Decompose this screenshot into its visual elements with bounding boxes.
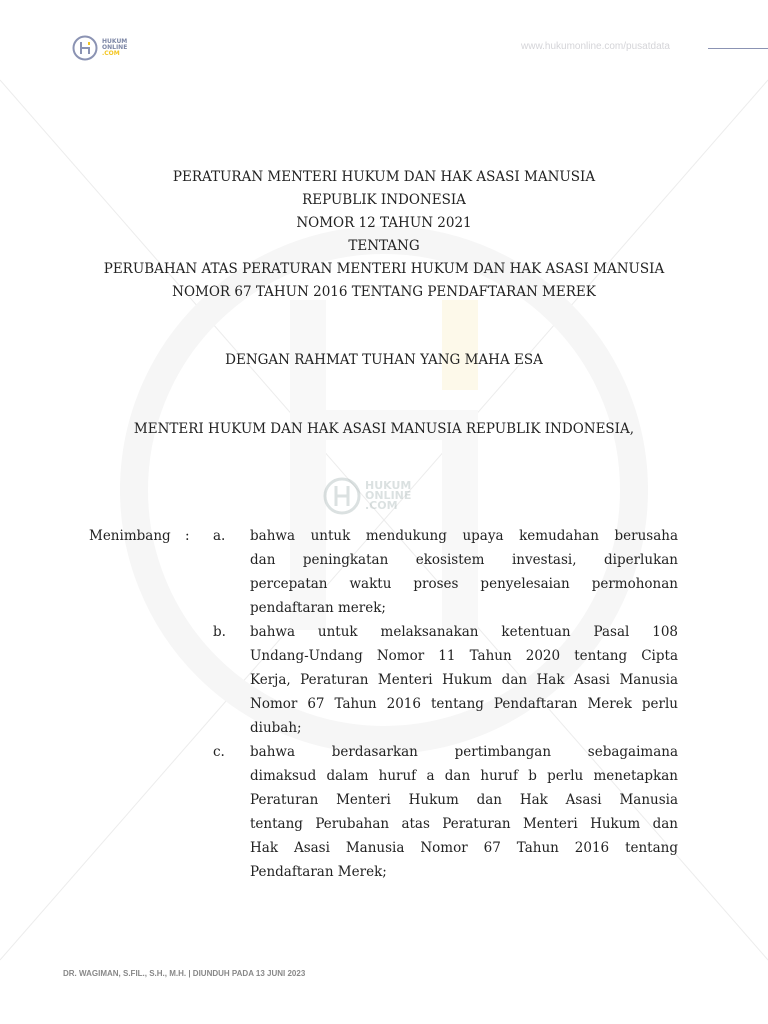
title-line-1: PERATURAN MENTERI HUKUM DAN HAK ASASI MANUSIA — [172, 169, 596, 185]
item-line: bahwa untuk mendukung upaya kemudahan berusaha — [250, 528, 678, 544]
item-line: percepatan waktu proses penyelesaian permohonan — [250, 576, 678, 592]
item-line: dimaksud dalam huruf a dan huruf b perlu menetapkan — [250, 768, 678, 784]
item-line: tentang Perubahan atas Peraturan Menteri Hukum dan — [250, 816, 678, 832]
item-letter: c. — [213, 744, 225, 760]
considering-label: Menimbang — [89, 528, 171, 544]
item-line: Nomor 67 Tahun 2016 tentang Pendaftaran Merek perlu — [250, 696, 678, 712]
hukumonline-logo[interactable] — [72, 35, 127, 61]
title-line-2: REPUBLIK INDONESIA — [302, 192, 466, 208]
item-line: bahwa berdasarkan pertimbangan sebagaimana — [250, 744, 678, 760]
logo-text-1: HUKUM — [102, 38, 128, 45]
item-line: Hak Asasi Manusia Nomor 67 Tahun 2016 tentang — [250, 840, 678, 856]
watermark-text-3: .COM — [365, 499, 398, 512]
title-line-4: TENTANG — [348, 238, 420, 254]
invocation: DENGAN RAHMAT TUHAN YANG MAHA ESA — [225, 352, 543, 368]
item-line: Kerja, Peraturan Menteri Hukum dan Hak Asasi Manusia — [250, 672, 678, 688]
watermark-text-1: HUKUM — [365, 479, 412, 492]
item-letter: b. — [213, 624, 226, 640]
item-letter: a. — [213, 528, 226, 544]
source-url[interactable]: www.hukumonline.com/pusatdata — [521, 41, 670, 52]
logo-text-2: ONLINE — [102, 44, 128, 51]
authority: MENTERI HUKUM DAN HAK ASASI MANUSIA REPUBLIK INDONESIA, — [133, 421, 635, 437]
watermark-logo — [322, 476, 411, 516]
considering-colon: : — [185, 528, 190, 544]
watermark-text-2: ONLINE — [365, 489, 412, 502]
logo-text-3: .COM — [102, 50, 120, 57]
item-line: diubah; — [250, 720, 302, 736]
item-line: bahwa untuk melaksanakan ketentuan Pasal 108 — [250, 624, 678, 640]
title-line-5: PERUBAHAN ATAS PERATURAN MENTERI HUKUM DAN HAK ASASI MANUSIA — [103, 261, 665, 277]
title-line-6: NOMOR 67 TAHUN 2016 TENTANG PENDAFTARAN MEREK — [172, 284, 596, 300]
header-divider — [708, 48, 768, 49]
item-line: Undang-Undang Nomor 11 Tahun 2020 tentang Cipta — [250, 648, 678, 664]
item-line: pendaftaran merek; — [250, 600, 386, 616]
download-footer: DR. WAGIMAN, S.FIL., S.H., M.H. | DIUNDUH PADA 13 JUNI 2023 — [63, 969, 306, 978]
item-line: dan peningkatan ekosistem investasi, diperlukan — [250, 552, 678, 568]
logo-h-icon — [72, 35, 98, 61]
title-line-3: NOMOR 12 TAHUN 2021 — [296, 215, 472, 231]
item-line: Pendaftaran Merek; — [250, 864, 387, 880]
item-line: Peraturan Menteri Hukum dan Hak Asasi Manusia — [250, 792, 678, 808]
watermark-h-icon — [322, 476, 362, 516]
